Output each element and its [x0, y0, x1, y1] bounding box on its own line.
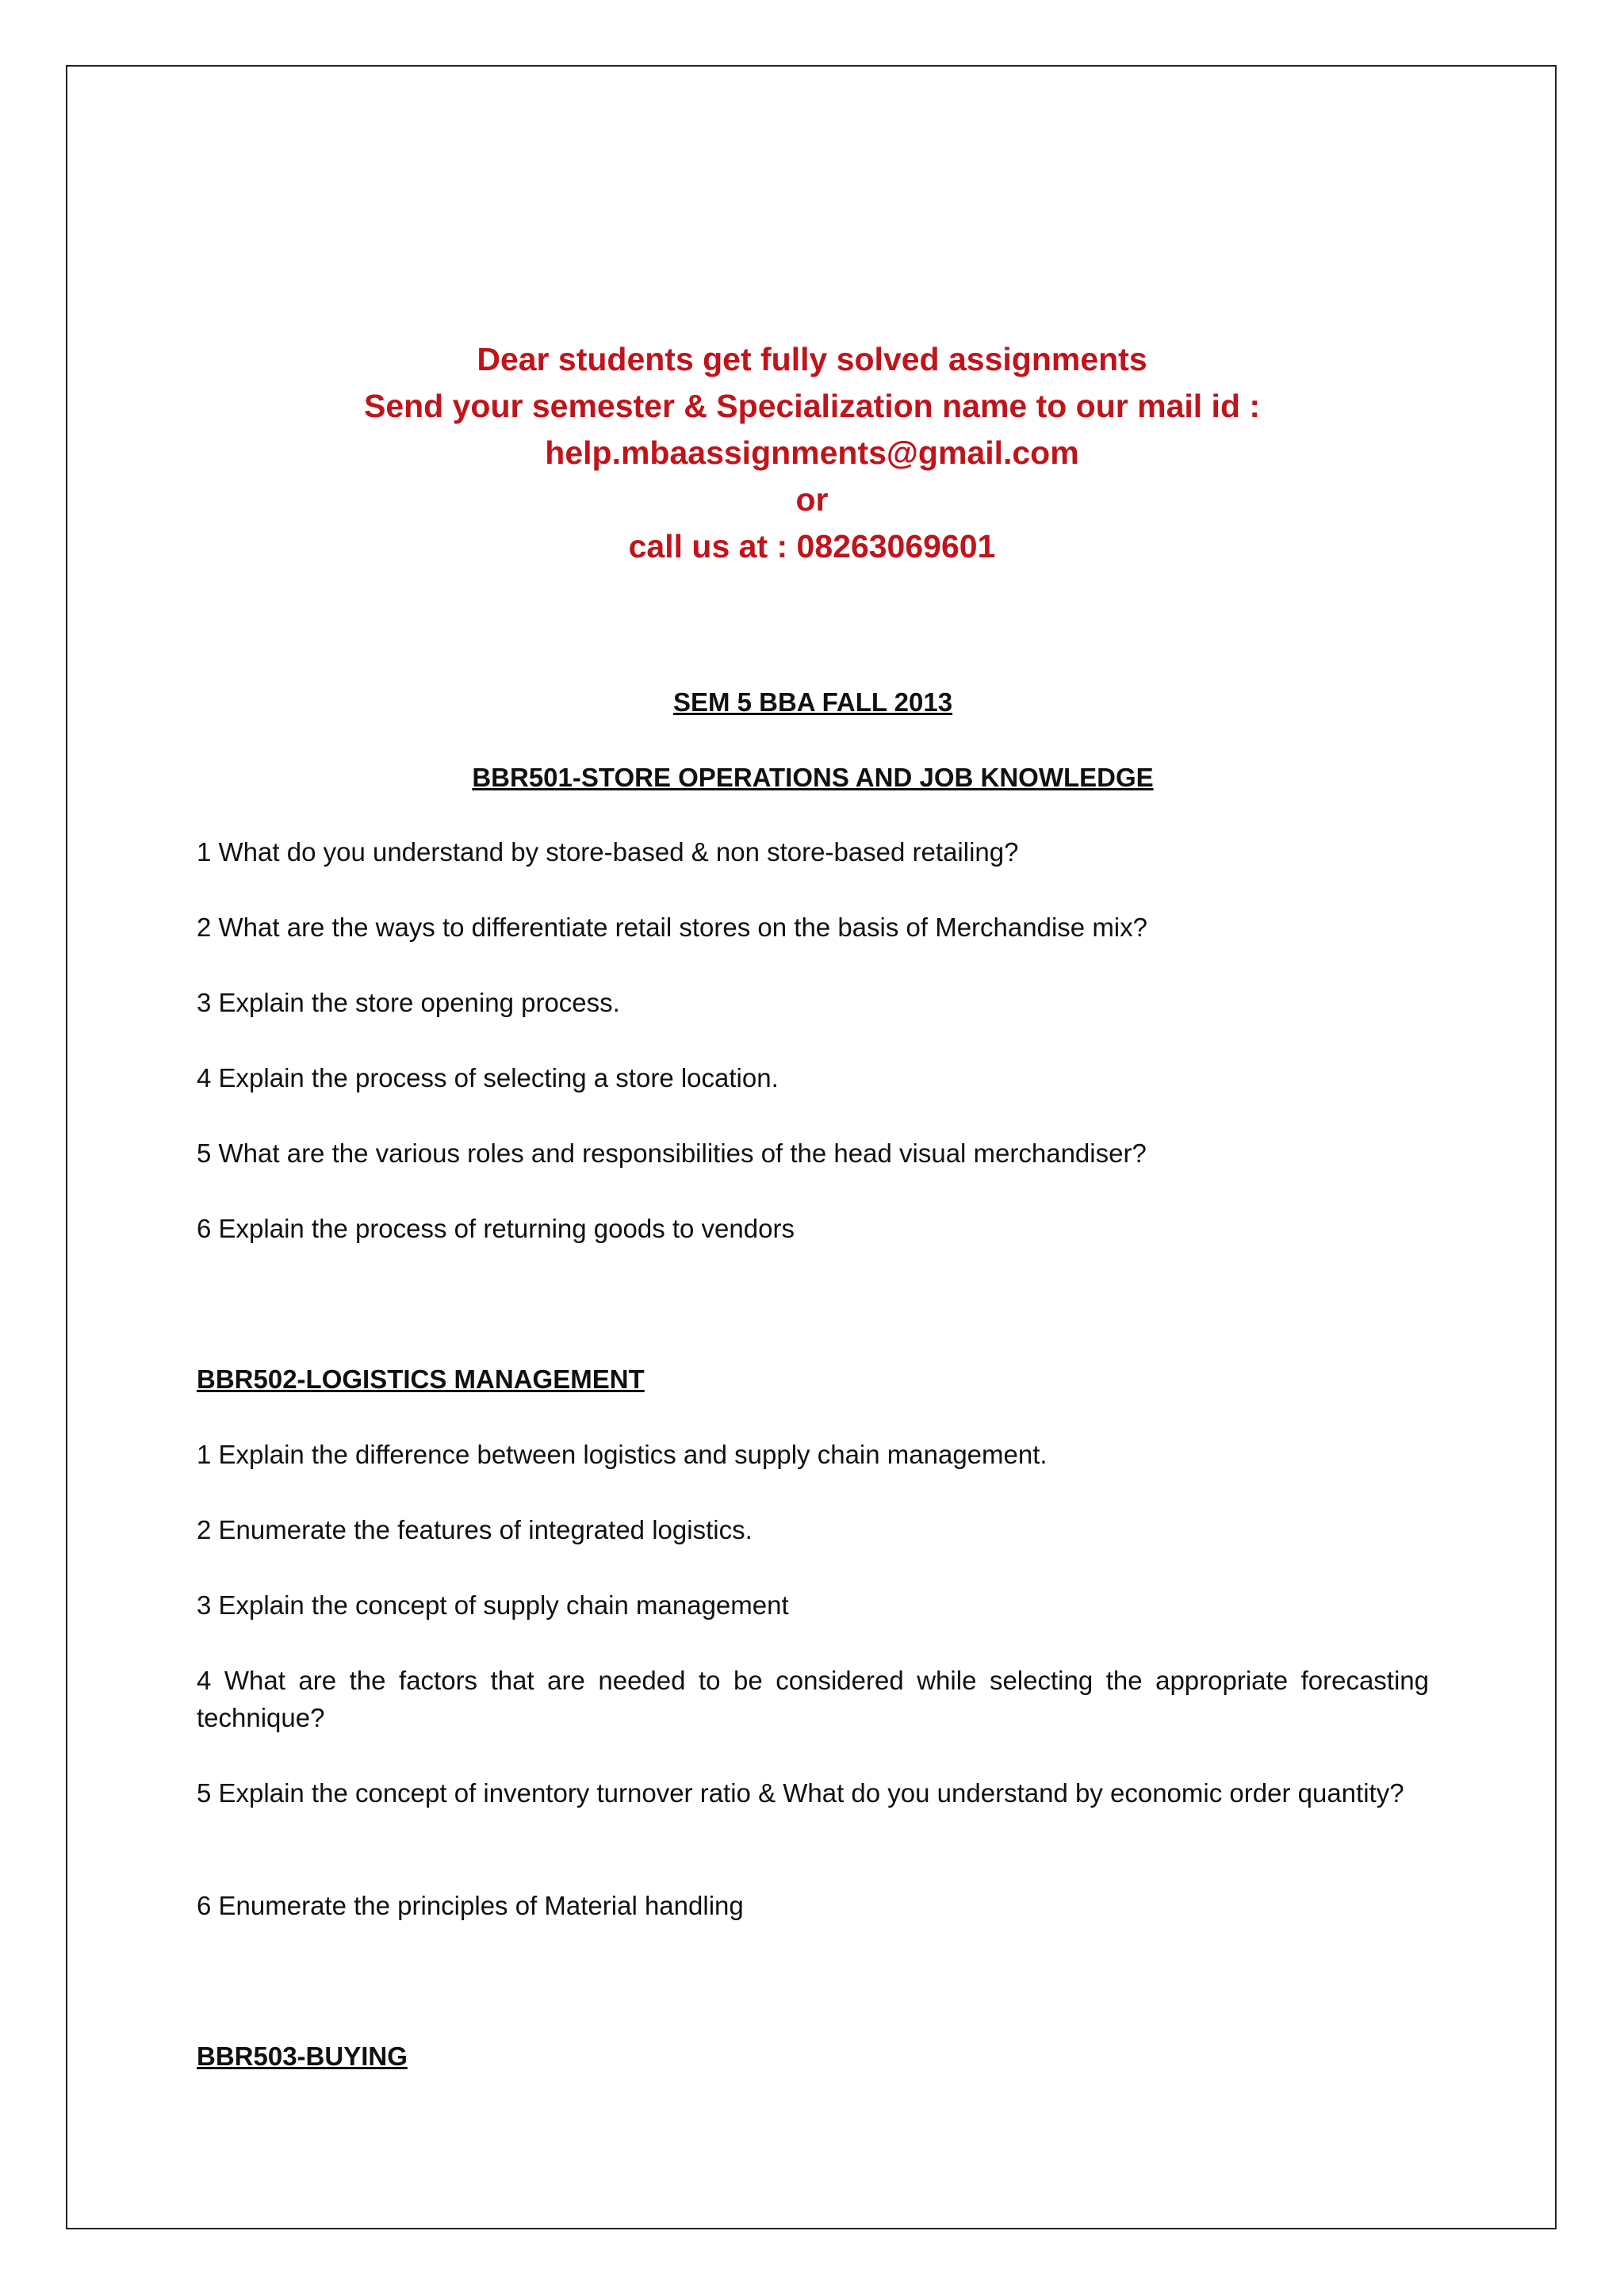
question-item: 6 Explain the process of returning goods to vendors [197, 1214, 795, 1243]
section-title-bbr503: BBR503-BUYING [197, 2042, 408, 2071]
question-item: 2 What are the ways to differentiate retail stores on the basis of Merchandise mix? [197, 913, 1147, 942]
question-item: 5 What are the various roles and responsibilities of the head visual merchandiser? [197, 1138, 1147, 1168]
promo-instruction: Send your semester & Specialization name to our mail id : [363, 388, 1261, 424]
question-item: 3 Explain the store opening process. [197, 988, 620, 1017]
promo-phone: call us at : 08263069601 [628, 528, 996, 564]
question-item: 6 Enumerate the principles of Material handling [197, 1891, 744, 1920]
question-item: 2 Enumerate the features of integrated logistics. [197, 1515, 753, 1544]
section-title-bbr502: BBR502-LOGISTICS MANAGEMENT [197, 1364, 645, 1394]
question-item: 4 Explain the process of selecting a store location. [197, 1063, 779, 1093]
promo-or: or [795, 481, 829, 518]
section-title-bbr501: BBR501-STORE OPERATIONS AND JOB KNOWLEDGE [472, 763, 1154, 792]
question-item: 3 Explain the concept of supply chain management [197, 1590, 789, 1620]
question-item: 1 What do you understand by store-based & non store-based retailing? [197, 837, 1019, 867]
semester-title: SEM 5 BBA FALL 2013 [672, 687, 953, 717]
promo-block [0, 336, 1624, 570]
question-item: 4 What are the factors that are needed to be considered while selecting the appropriate forecasting technique? [197, 1666, 1429, 1732]
question-item: 1 Explain the difference between logistics and supply chain management. [197, 1440, 1048, 1469]
promo-headline: Dear students get fully solved assignments [477, 341, 1147, 377]
promo-email: help.mbaassignments@gmail.com [545, 434, 1079, 471]
question-item: 5 Explain the concept of inventory turnover ratio & What do you understand by economic order quantity? [197, 1778, 1404, 1808]
